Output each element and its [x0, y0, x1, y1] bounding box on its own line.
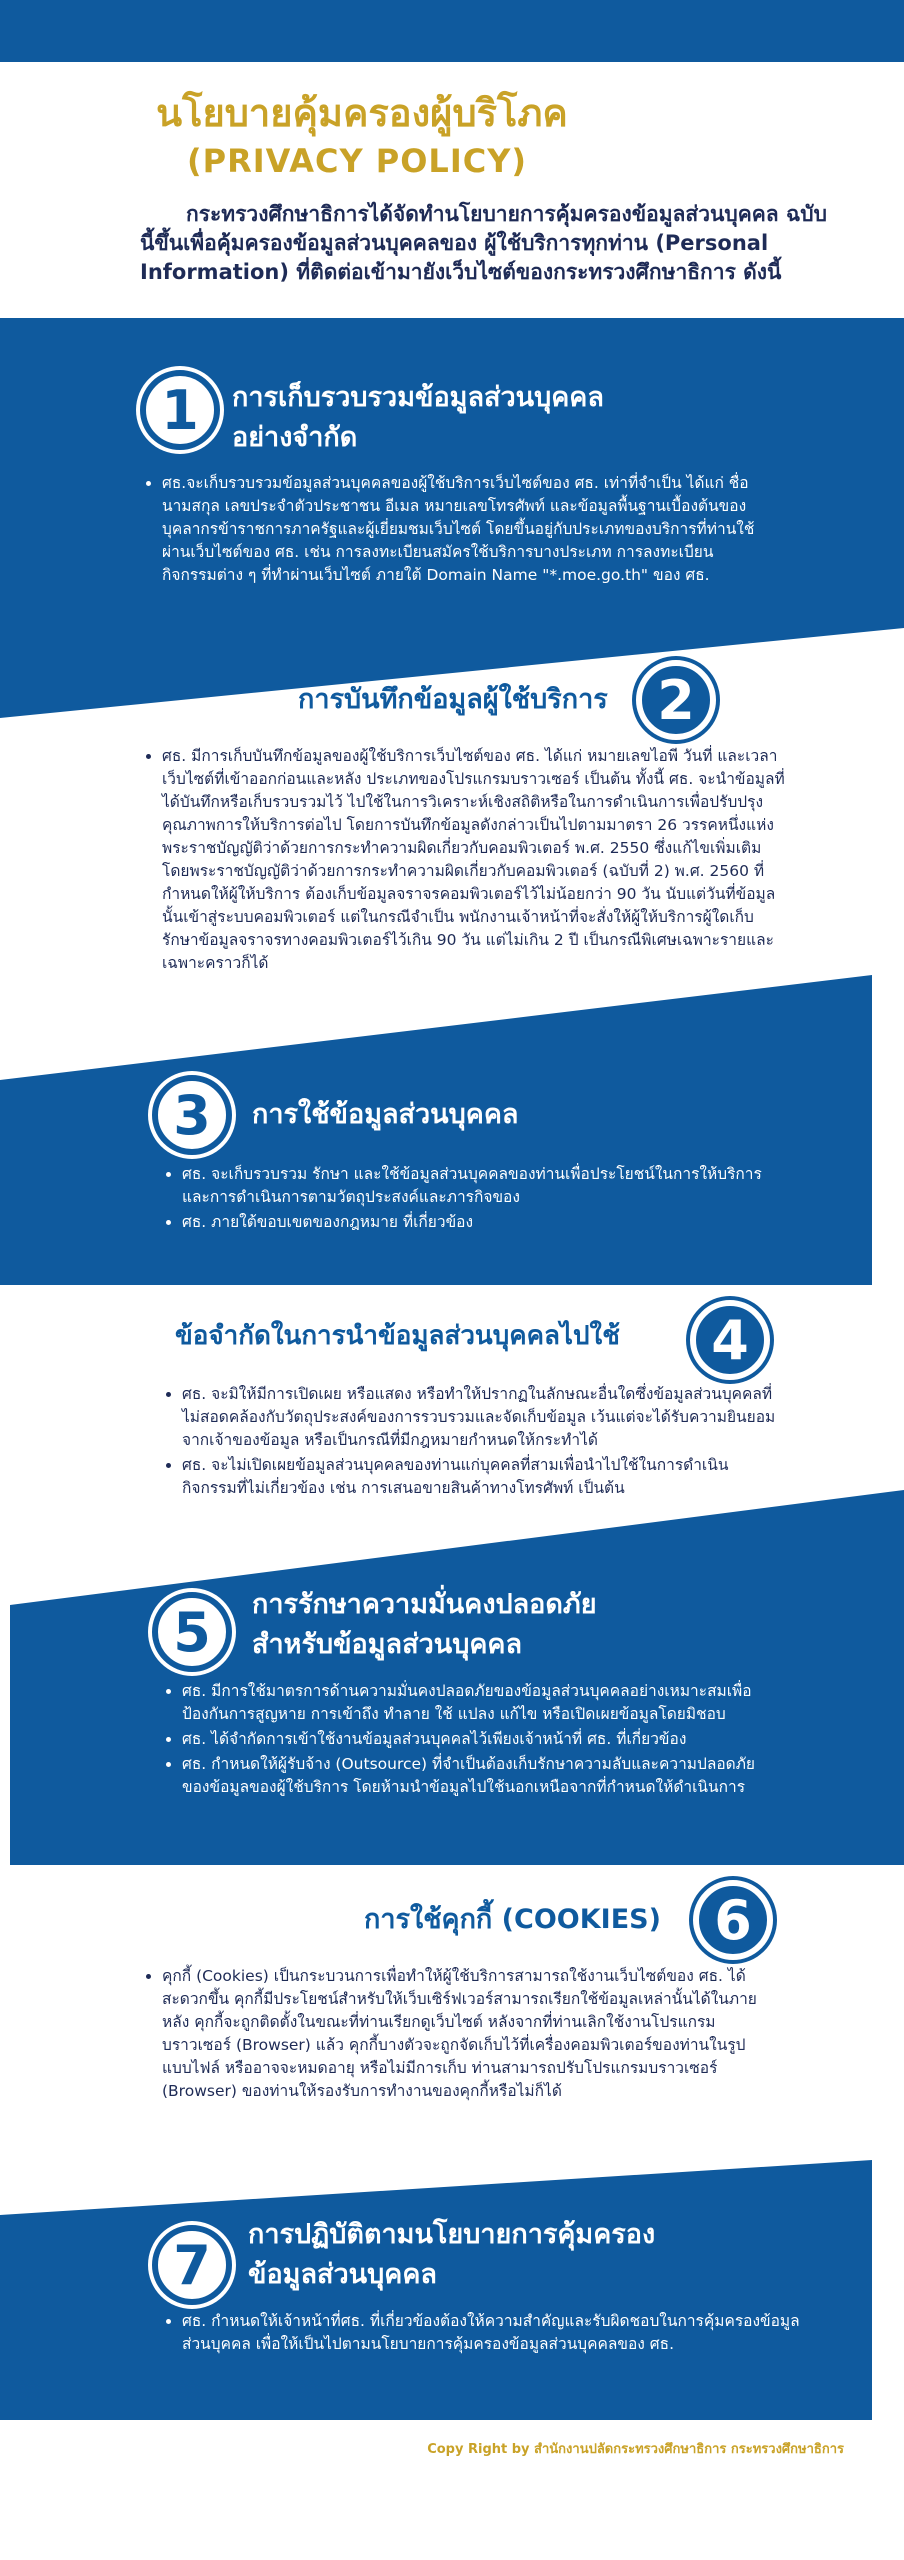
list-item: • ศธ. ได้จำกัดการเข้าใช้งานข้อมูลส่วนบุคคลไว้เพียงเจ้าหน้าที่ ศธ. ที่เกี่ยวข้อง	[182, 1728, 782, 1751]
section-5-title: การรักษาความมั่นคงปลอดภัยสำหรับข้อมูลส่วนบุคคล	[252, 1589, 597, 1660]
section-3-number-icon: 3	[152, 1075, 232, 1155]
section-6-title: การใช้คุกกี้ (COOKIES)	[364, 1904, 661, 1935]
section-1-number-icon: 1	[140, 370, 220, 450]
section-3-list	[160, 1163, 772, 1236]
list-item: • ศธ. กำหนดให้เจ้าหน้าที่ศธ. ที่เกี่ยวข้องต้องให้ความสำคัญและรับผิดชอบในการคุ้มครองข้อมูลส่วนบุคคล เพื่อให้เป็นไปตามนโยบายการคุ้มครองข้อมูลส่วนบุคคลของ ศธ.	[182, 2310, 802, 2356]
section-7-number-icon: 7	[152, 2225, 232, 2305]
intro-text: กระทรวงศึกษาธิการได้จัดทำนโยบายการคุ้มครองข้อมูลส่วนบุคคล ฉบับนี้ขึ้นเพื่อคุ้มครองข้อมูลส่วนบุคคลของ ผู้ใช้บริการทุกท่าน (Personal Information) ที่ติดต่อเข้ามายังเว็บไซต์ของกระทรวงศึกษาธิการ ดังนี้	[140, 202, 827, 284]
list-item: • ศธ.จะเก็บรวบรวมข้อมูลส่วนบุคคลของผู้ใช้บริการเว็บไซต์ของ ศธ. เท่าที่จำเป็น ได้แก่ ชื่อ นามสกุล เลขประจำตัวประชาชน อีเมล หมายเลขโทรศัพท์ และข้อมูลพื้นฐานเบื้องต้นของบุคลากรข้าราชการภาครัฐและผู้เยี่ยมชมเว็บไซต์ โดยขึ้นอยู่กับประเภทของบริการที่ท่านใช้ผ่านเว็บไซต์ของ ศธ. เช่น การลงทะเบียนสมัครใช้บริการบางประเภท การลงทะเบียนกิจกรรมต่าง ๆ ที่ทำผ่านเว็บไซต์ ภายใต้ Domain Name "*.moe.go.th" ของ ศธ.	[162, 472, 762, 587]
page-title: นโยบายคุ้มครองผู้บริโภค	[156, 90, 568, 135]
section-1-title: การเก็บรวบรวมข้อมูลส่วนบุคคลอย่างจำกัด	[232, 382, 604, 453]
section-2-title: การบันทึกข้อมูลผู้ใช้บริการ	[298, 684, 608, 715]
page-subtitle: (PRIVACY POLICY)	[186, 142, 527, 180]
section-4-title: ข้อจำกัดในการนำข้อมูลส่วนบุคคลไปใช้	[175, 1321, 620, 1351]
list-item: • ศธ. มีการใช้มาตรการด้านความมั่นคงปลอดภัยของข้อมูลส่วนบุคคลอย่างเหมาะสมเพื่อป้องกันการสูญหาย การเข้าถึง ทำลาย ใช้ แปลง แก้ไข หรือเปิดเผยข้อมูลโดยมิชอบ	[182, 1680, 782, 1726]
section-5-band	[0, 1490, 904, 1865]
list-item: • ศธ. กำหนดให้ผู้รับจ้าง (Outsource) ที่จำเป็นต้องเก็บรักษาความลับและความปลอดภัยของข้อมูลของผู้ใช้บริการ โดยห้ามนำข้อมูลไปใช้นอกเหนือจากที่กำหนดให้ดำเนินการ	[182, 1753, 782, 1799]
section-1-list	[140, 472, 762, 589]
section-2-number-icon: 2	[636, 660, 716, 740]
list-item: • ศธ. จะไม่เปิดเผยข้อมูลส่วนบุคคลของท่านแก่บุคคลที่สามเพื่อนำไปใช้ในการดำเนินกิจกรรมที่ไม่เกี่ยวข้อง เช่น การเสนอขายสินค้าทางโทรศัพท์ เป็นต้น	[182, 1454, 782, 1500]
list-item: • ศธ. ภายใต้ขอบเขตของกฎหมาย ที่เกี่ยวข้อง	[182, 1211, 772, 1234]
section-5-number-icon: 5	[152, 1592, 232, 1672]
section-3-title: การใช้ข้อมูลส่วนบุคคล	[252, 1099, 519, 1130]
list-item: • ศธ. มีการเก็บบันทึกข้อมูลของผู้ใช้บริการเว็บไซต์ของ ศธ. ได้แก่ หมายเลขไอพี วันที่ และเวลาเว็บไซต์ที่เข้าออกก่อนและหลัง ประเภทของโปรแกรมบราวเซอร์ เป็นต้น ทั้งนี้ ศธ. จะนำข้อมูลที่ได้บันทึกหรือเก็บรวบรวมไว้ ไปใช้ในการวิเคราะห์เชิงสถิติหรือในการดำเนินการเพื่อปรับปรุงคุณภาพการให้บริการต่อไป โดยการบันทึกข้อมูลดังกล่าวเป็นไปตามมาตรา 26 วรรคหนึ่งแห่งพระราชบัญญัติว่าด้วยการกระทำความผิดเกี่ยวกับคอมพิวเตอร์ พ.ศ. 2550 ซึ่งแก้ไขเพิ่มเติมโดยพระราชบัญญัติว่าด้วยการกระทำความผิดเกี่ยวกับคอมพิวเตอร์ (ฉบับที่ 2) พ.ศ. 2560 ที่กำหนดให้ผู้ให้บริการ ต้องเก็บข้อมูลจราจรคอมพิวเตอร์ไว้ไม่น้อยกว่า 90 วัน นับแต่วันที่ข้อมูลนั้นเข้าสู่ระบบคอมพิวเตอร์ แต่ในกรณีจำเป็น พนักงานเจ้าหน้าที่จะสั่งให้ผู้ให้บริการผู้ใดเก็บรักษาข้อมูลจราจรทางคอมพิวเตอร์ไว้เกิน 90 วัน แต่ไม่เกิน 2 ปี เป็นกรณีพิเศษเฉพาะรายและเฉพาะคราวก็ได้	[162, 745, 788, 975]
list-item: • ศธ. จะเก็บรวบรวม รักษา และใช้ข้อมูลส่วนบุคคลของท่านเพื่อประโยชน์ในการให้บริการ และการดำเนินการตามวัตถุประสงค์และภารกิจของ	[182, 1163, 772, 1209]
section-5-list	[160, 1680, 782, 1801]
list-item: • คุกกี้ (Cookies) เป็นกระบวนการเพื่อทำให้ผู้ใช้บริการสามารถใช้งานเว็บไซต์ของ ศธ. ได้สะดวกขึ้น คุกกี้มีประโยชน์สำหรับให้เว็บเซิร์ฟเวอร์สามารถเรียกใช้ข้อมูลเหล่านั้นได้ในภายหลัง คุกกี้จะถูกติดตั้งในขณะที่ท่านเรียกดูเว็บไซต์ หลังจากที่ท่านเลิกใช้งานโปรแกรมบราวเซอร์ (Browser) แล้ว คุกกี้บางตัวจะถูกจัดเก็บไว้ที่เครื่องคอมพิวเตอร์ของท่านในรูปแบบไฟล์ หรืออาจจะหมดอายุ หรือไม่มีการเก็บ ท่านสามารถปรับโปรแกรมบราวเซอร์ (Browser) ของท่านให้รองรับการทำงานของคุกกี้หรือไม่ก็ได้	[162, 1965, 762, 2103]
section-6-list	[140, 1965, 762, 2105]
top-bar	[0, 0, 904, 62]
section-2-list	[140, 745, 788, 977]
copyright-text: Copy Right by สำนักงานปลัดกระทรวงศึกษาธิการ กระทรวงศึกษาธิการ	[427, 2442, 844, 2457]
section-5-shape	[0, 1490, 904, 1865]
section-7-list	[160, 2310, 802, 2358]
section-4-number-icon: 4	[690, 1300, 770, 1380]
section-4-list	[160, 1383, 782, 1502]
intro-paragraph	[140, 200, 830, 287]
section-7-title: การปฏิบัติตามนโยบายการคุ้มครองข้อมูลส่วนบุคคล	[248, 2219, 656, 2290]
section-6-number-icon: 6	[693, 1880, 773, 1960]
list-item: • ศธ. จะมิให้มีการเปิดเผย หรือแสดง หรือทำให้ปรากฏในลักษณะอื่นใดซึ่งข้อมูลส่วนบุคคลที่ไม่สอดคล้องกับวัตถุประสงค์ของการรวบรวมและจัดเก็บข้อมูล เว้นแต่จะได้รับความยินยอมจากเจ้าของข้อมูล หรือเป็นกรณีที่มีกฎหมายกำหนดให้กระทำได้	[182, 1383, 782, 1452]
